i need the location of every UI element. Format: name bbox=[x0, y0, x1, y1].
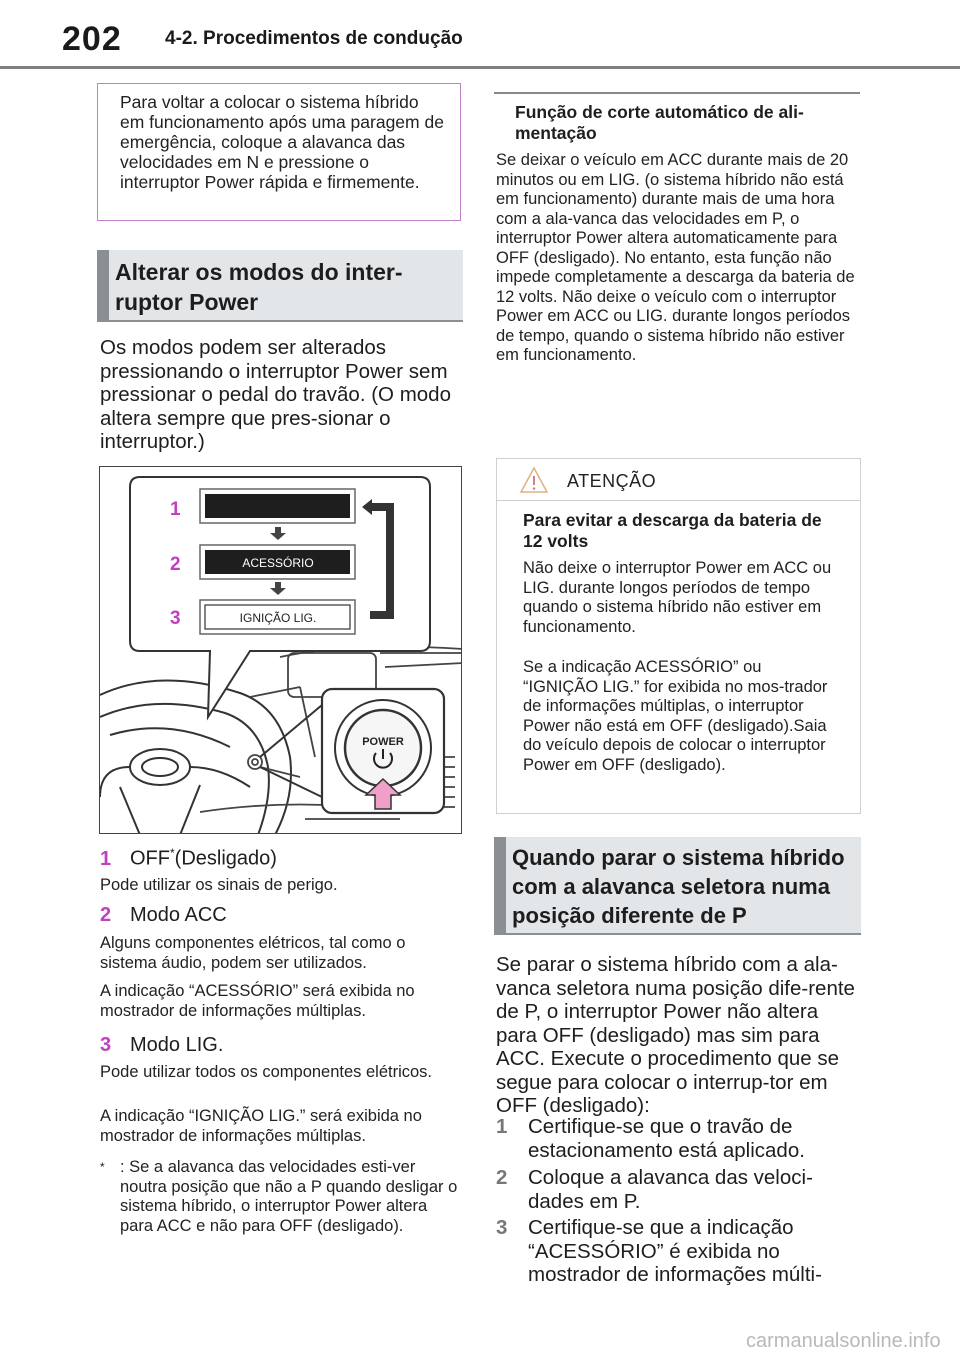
mode-item-off bbox=[100, 846, 277, 871]
mode-item-ign bbox=[100, 1034, 223, 1057]
warning-box bbox=[496, 458, 861, 814]
screen-acc-label: ACESSÓRIO bbox=[242, 556, 314, 570]
warning-paragraph: Não deixe o interruptor Power em ACC ou LIG. durante longos períodos de tempo quando o sistema híbrido não estiver em funcionamento. bbox=[523, 559, 832, 636]
item-description: A indicação “ACESSÓRIO” será exibida no mostrador de informações múltiplas. bbox=[100, 982, 415, 1020]
item-number: 2 bbox=[100, 904, 112, 926]
warning-subtitle: Para evitar a descarga da bateria de 12 volts bbox=[523, 510, 822, 551]
item-title-suffix: (Desligado) bbox=[174, 847, 277, 870]
subsection-heading: Função de corte automático de ali-mentação bbox=[515, 102, 804, 143]
watermark: carmanualsonline.info bbox=[746, 1330, 941, 1352]
page-number: 202 bbox=[62, 20, 122, 58]
section-title: 4-2. Procedimentos de condução bbox=[165, 28, 463, 49]
mode-item-acc bbox=[100, 904, 227, 927]
subsection-paragraph: Se deixar o veículo em ACC durante mais de 20 minutos ou em LIG. (o sistema híbrido não está em funcionamento) durante mais de uma hora com a ala-vanca das velocidades em P, o interruptor Power altera automaticamente para OFF (desligado). No entanto, esta função não impede completamente a descarga da bateria de 12 volts. Não deixe o veículo com o interruptor Power em ACC ou LIG. durante longos períodos de tempo, quando o sistema híbrido não estiver em funcionamento. bbox=[496, 151, 855, 364]
item-description: Pode utilizar todos os componentes elétricos. bbox=[100, 1063, 433, 1081]
info-box: Para voltar a colocar o sistema híbrido em funcionamento após uma paragem de emergência, coloque a alavanca das velocidades em N e pressione o interruptor Power rápida e firmemente. bbox=[97, 83, 461, 221]
item-title: Modo LIG. bbox=[130, 1034, 224, 1056]
warning-header bbox=[497, 459, 860, 501]
item-description: A indicação “IGNIÇÃO LIG.” será exibida no mostrador de informações múltiplas. bbox=[100, 1107, 422, 1145]
item-description: Alguns componentes elétricos, tal como o sistema áudio, podem ser utilizados. bbox=[100, 934, 406, 972]
section-heading-2: Quando parar o sistema híbrido com a alavanca seletora numa posição diferente de P bbox=[494, 837, 861, 935]
header-divider bbox=[0, 66, 960, 69]
step-text: Certifique-se que o travão de estacionamento está aplicado. bbox=[528, 1115, 805, 1162]
step-number: 3 bbox=[496, 1216, 508, 1239]
step-number: 2 bbox=[496, 1166, 508, 1189]
footnote-mark: * bbox=[100, 1160, 105, 1174]
illus-label-2: 2 bbox=[170, 554, 181, 575]
screen-ign-label: IGNIÇÃO LIG. bbox=[239, 611, 317, 625]
warning-triangle-icon bbox=[519, 466, 549, 494]
step-item bbox=[496, 1166, 860, 1213]
footnote bbox=[100, 1158, 462, 1236]
item-title: Modo ACC bbox=[130, 904, 227, 926]
intro-paragraph-2: Se parar o sistema híbrido com a ala-vanca seletora numa posição dife-rente de P, o interruptor Power não altera para OFF (desligado) mas sim para ACC. Execute o procedimento que se segue para colocar o interrup-tor em OFF (desligado): bbox=[496, 953, 855, 1117]
section-heading: Alterar os modos do inter-ruptor Power bbox=[97, 250, 463, 322]
svg-text:POWER: POWER bbox=[362, 736, 404, 748]
step-item bbox=[496, 1216, 860, 1287]
step-number: 1 bbox=[496, 1115, 508, 1138]
warning-title: ATENÇÃO bbox=[567, 471, 657, 491]
step-text: Certifique-se que a indicação “ACESSÓRIO” é exibida no mostrador de informações múlti- bbox=[528, 1216, 822, 1286]
intro-paragraph: Os modos podem ser alterados pressionando o interruptor Power sem pressionar o pedal do travão. (O modo altera sempre que pres-sionar o interruptor.) bbox=[100, 336, 451, 453]
step-text: Coloque a alavanca das veloci-dades em P. bbox=[528, 1166, 813, 1213]
step-item bbox=[496, 1115, 860, 1162]
footnote-text: : Se a alavanca das velocidades esti-ver noutra posição que não a P quando desligar o sistema híbrido, o interruptor Power altera para ACC e não para OFF (desligado). bbox=[120, 1158, 458, 1235]
item-number: 1 bbox=[100, 847, 112, 870]
footnote-marker: * bbox=[170, 846, 175, 860]
item-number: 3 bbox=[100, 1034, 112, 1056]
illus-label-3: 3 bbox=[170, 608, 181, 629]
item-title: OFF bbox=[130, 847, 170, 870]
subsection-divider bbox=[494, 92, 860, 94]
item-description: Pode utilizar os sinais de perigo. bbox=[100, 876, 338, 894]
warning-paragraph: Se a indicação ACESSÓRIO” ou “IGNIÇÃO LIG.” for exibida no mos-trador de informações múltiplas, o interruptor Power não está em OFF (desligado).Saia do veículo depois de colocar o interruptor Power em OFF (desligado). bbox=[523, 658, 828, 774]
illus-label-1: 1 bbox=[170, 499, 181, 520]
power-switch-illustration bbox=[99, 466, 462, 834]
